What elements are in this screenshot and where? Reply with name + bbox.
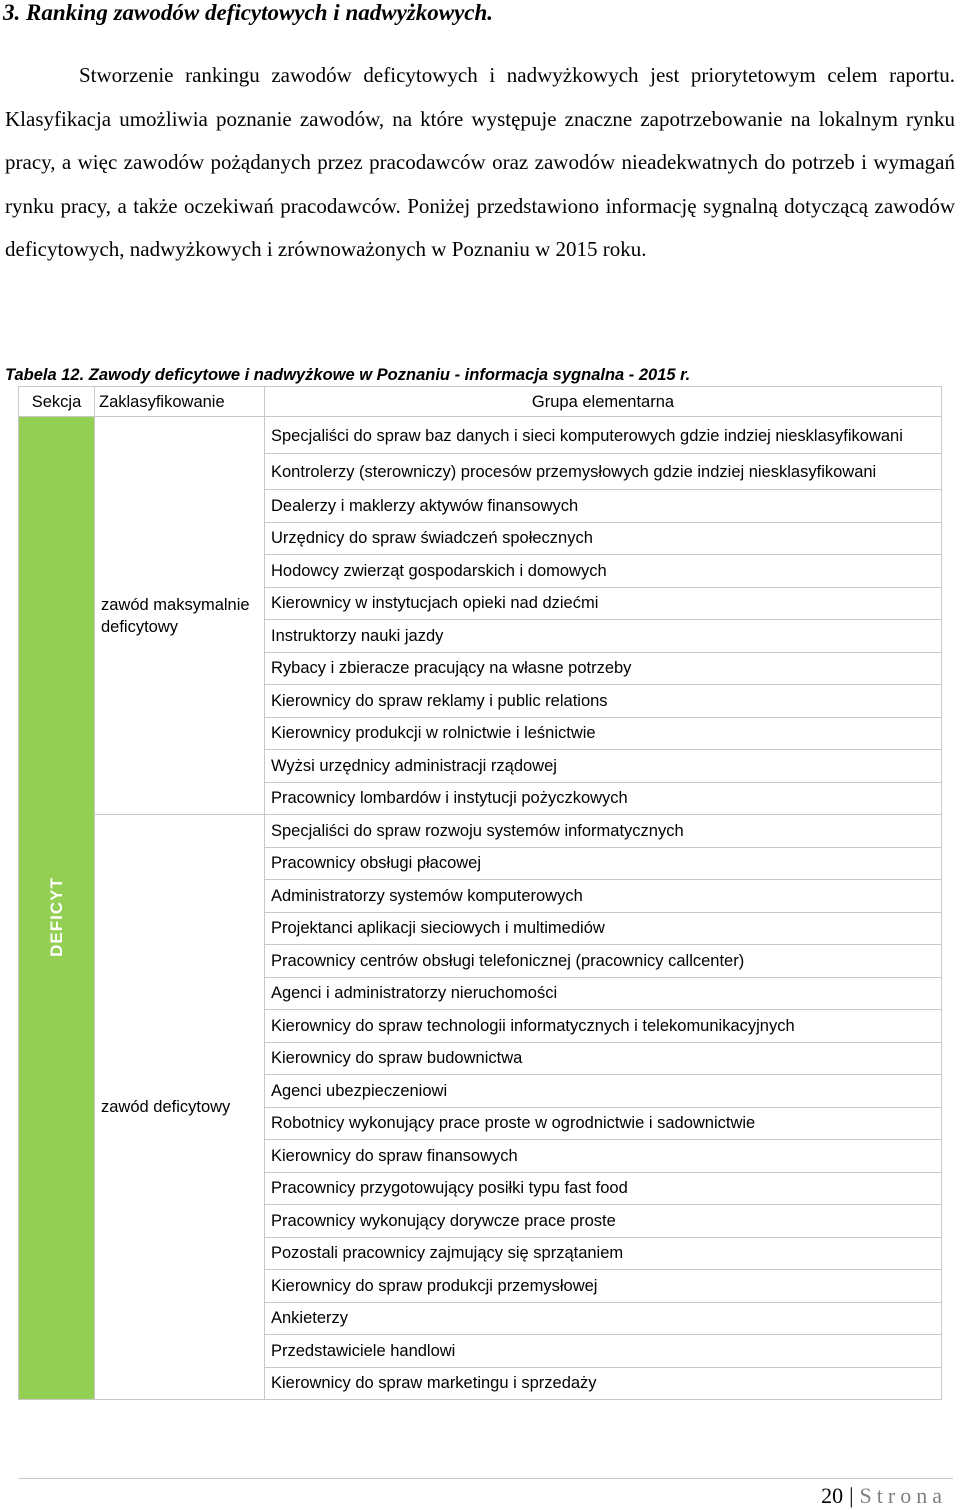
occupation-cell: Wyżsi urzędnicy administracji rządowej — [265, 750, 942, 783]
table-caption: Tabela 12. Zawody deficytowe i nadwyżkowe w Poznaniu - informacja sygnalna - 2015 r. — [5, 366, 691, 384]
occupation-cell: Kierownicy do spraw finansowych — [265, 1140, 942, 1173]
occupation-cell: Rybacy i zbieracze pracujący na własne potrzeby — [265, 652, 942, 685]
table-body — [19, 417, 942, 1400]
occupation-cell: Pracownicy przygotowujący posiłki typu fast food — [265, 1172, 942, 1205]
sekcja-cell — [19, 417, 95, 1400]
table-header-row — [19, 387, 942, 417]
occupation-cell: Kierownicy w instytucjach opieki nad dziećmi — [265, 587, 942, 620]
occupation-cell: Kierownicy produkcji w rolnictwie i leśnictwie — [265, 717, 942, 750]
occupation-cell: Robotnicy wykonujący prace proste w ogrodnictwie i sadownictwie — [265, 1107, 942, 1140]
header-zaklasyfikowanie: Zaklasyfikowanie — [95, 387, 265, 417]
occupation-cell: Przedstawiciele handlowi — [265, 1335, 942, 1368]
occupation-cell: Projektanci aplikacji sieciowych i multimediów — [265, 912, 942, 945]
page-footer — [18, 1478, 953, 1510]
classification-cell: zawód maksymalnie deficytowy — [95, 417, 265, 815]
page-word: Strona — [859, 1483, 947, 1508]
occupation-cell: Kierownicy do spraw reklamy i public relations — [265, 685, 942, 718]
page-number: 20 — [821, 1483, 844, 1508]
occupation-cell: Pracownicy lombardów i instytucji pożyczkowych — [265, 782, 942, 815]
occupation-cell: Agenci i administratorzy nieruchomości — [265, 977, 942, 1010]
occupation-cell: Kierownicy do spraw marketingu i sprzedaży — [265, 1367, 942, 1400]
classification-cell: zawód deficytowy — [95, 815, 265, 1400]
occupation-cell: Kierownicy do spraw budownictwa — [265, 1042, 942, 1075]
occupation-cell: Pracownicy wykonujący dorywcze prace proste — [265, 1205, 942, 1238]
occupation-cell: Administratorzy systemów komputerowych — [265, 880, 942, 913]
occupation-cell: Pracownicy obsługi płacowej — [265, 847, 942, 880]
occupation-cell: Instruktorzy nauki jazdy — [265, 620, 942, 653]
occupation-cell: Pozostali pracownicy zajmujący się sprzątaniem — [265, 1237, 942, 1270]
deficit-occupations-table — [18, 386, 942, 1400]
page-number-separator: | — [849, 1483, 854, 1508]
occupation-cell: Urzędnicy do spraw świadczeń społecznych — [265, 522, 942, 555]
table-row — [19, 815, 942, 848]
occupation-cell: Specjaliści do spraw rozwoju systemów informatycznych — [265, 815, 942, 848]
occupation-cell: Specjaliści do spraw baz danych i sieci komputerowych gdzie indziej niesklasyfikowani — [265, 417, 942, 454]
header-grupa-elementarna: Grupa elementarna — [265, 387, 942, 417]
intro-paragraph: Stworzenie rankingu zawodów deficytowych i nadwyżkowych jest priorytetowym celem raportu. Klasyfikacja umożliwia poznanie zawodów, na które występuje znaczne zapotrzebowanie na lokalnym rynku pracy, a więc zawodów pożądanych przez pracodawców oraz zawodów nieadekwatnych do potrzeb i wymagań rynku pracy, a także oczekiwań pracodawców. Poniżej przedstawiono informację sygnalną dotyczącą zawodów deficytowych, nadwyżkowych i zrównoważonych w Poznaniu w 2015 roku. — [5, 63, 955, 262]
section-heading: 3. Ranking zawodów deficytowych i nadwyżkowych. — [3, 0, 494, 25]
page-number-label — [821, 1482, 947, 1510]
occupation-cell: Ankieterzy — [265, 1302, 942, 1335]
table-row — [19, 417, 942, 454]
occupation-cell: Kierownicy do spraw technologii informatycznych i telekomunikacyjnych — [265, 1010, 942, 1043]
occupation-cell: Pracownicy centrów obsługi telefonicznej (pracownicy callcenter) — [265, 945, 942, 978]
occupation-cell: Hodowcy zwierząt gospodarskich i domowych — [265, 555, 942, 588]
occupation-cell: Kontrolerzy (sterowniczy) procesów przemysłowych gdzie indziej niesklasyfikowani — [265, 453, 942, 490]
header-sekcja: Sekcja — [19, 387, 95, 417]
occupation-cell: Kierownicy do spraw produkcji przemysłowej — [265, 1270, 942, 1303]
occupation-cell: Agenci ubezpieczeniowi — [265, 1075, 942, 1108]
occupation-cell: Dealerzy i maklerzy aktywów finansowych — [265, 490, 942, 523]
sekcja-label: DEFICYT — [46, 877, 66, 957]
